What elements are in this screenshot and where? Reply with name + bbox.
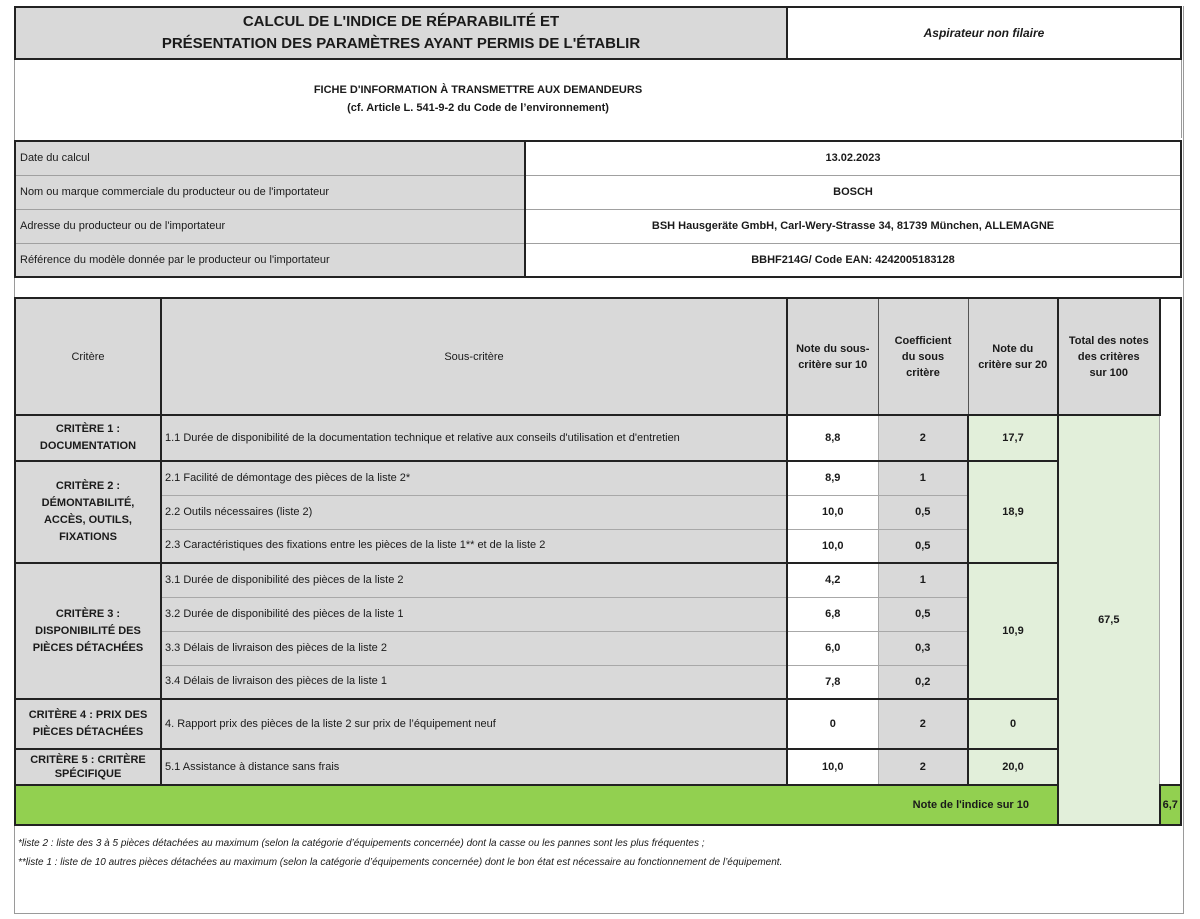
info-row-address [15, 209, 1181, 243]
sub-criterion-note: 6,0 [787, 631, 878, 665]
criterion-text: CRITÈRE 1 : [55, 423, 121, 435]
criterion-5-label [15, 749, 161, 785]
table-header-row [15, 298, 1181, 415]
fiche-line-1: FICHE D'INFORMATION À TRANSMETTRE AUX DEMANDEURS [313, 84, 643, 96]
info-row-date [15, 141, 1181, 175]
document-title [16, 8, 788, 58]
sub-criterion-label: 4. Rapport prix des pièces de la liste 2 sur prix de l’équipement neuf [161, 699, 787, 749]
header-note-critere [968, 298, 1058, 415]
criteria-table [14, 297, 1182, 826]
criterion-4-label [15, 699, 161, 749]
table-row [15, 749, 1181, 785]
sub-criterion-label: 1.1 Durée de disponibilité de la documentation technique et relative aux conseils d'utilisation et d'entretien [161, 415, 787, 461]
fiche-line-2: (cf. Article L. 541-9-2 du Code de l’environnement) [347, 102, 609, 114]
header-text: des critères [1077, 350, 1140, 363]
info-value: BSH Hausgeräte GmbH, Carl-Wery-Strasse 34, 81739 München, ALLEMAGNE [525, 209, 1181, 243]
info-row-reference [15, 243, 1181, 277]
info-row-brand [15, 175, 1181, 209]
sub-criterion-coef: 0,3 [878, 631, 968, 665]
header-text: sur 100 [1089, 366, 1129, 379]
header-text: Note du sous- [796, 342, 870, 355]
info-label: Nom ou marque commerciale du producteur ou de l'importateur [15, 175, 525, 209]
total-score: 67,5 [1058, 415, 1160, 825]
sub-criterion-label: 3.1 Durée de disponibilité des pièces de la liste 2 [161, 563, 787, 597]
sub-criterion-label: 3.2 Durée de disponibilité des pièces de la liste 1 [161, 597, 787, 631]
sub-criterion-note: 8,8 [787, 415, 878, 461]
sub-criterion-note: 4,2 [787, 563, 878, 597]
criterion-2-label [15, 461, 161, 563]
header-critere: Critère [15, 298, 161, 415]
header-text: Total des notes [1068, 334, 1149, 347]
info-value: 13.02.2023 [525, 141, 1181, 175]
sub-criterion-coef: 0,2 [878, 665, 968, 699]
header-text: critère sur 20 [978, 358, 1048, 371]
title-block [14, 6, 1182, 60]
table-row [15, 699, 1181, 749]
product-type: Aspirateur non filaire [923, 26, 1045, 40]
criterion-text: ACCÈS, OUTILS, [43, 514, 132, 526]
title-line-2: PRÉSENTATION DES PARAMÈTRES AYANT PERMIS DE L'ÉTABLIR [161, 35, 641, 52]
sub-criterion-coef: 1 [878, 461, 968, 495]
criterion-2-note: 18,9 [968, 461, 1058, 563]
sub-criterion-coef: 2 [878, 749, 968, 785]
sub-criterion-label: 3.4 Délais de livraison des pièces de la liste 1 [161, 665, 787, 699]
sub-criterion-coef: 0,5 [878, 529, 968, 563]
footnote-liste-1: **liste 1 : liste de 10 autres pièces détachées au maximum (selon la catégorie d’équipements concernée) dont le bon état est nécessaire au fonctionnement de l’équipement. [18, 857, 783, 868]
header-sous-critere: Sous-critère [161, 298, 787, 415]
header-note-sous-critere [787, 298, 878, 415]
criterion-text: DOCUMENTATION [39, 440, 137, 452]
criterion-1-label [15, 415, 161, 461]
criterion-text: CRITÈRE 4 : PRIX DES [28, 709, 148, 721]
criterion-1-note: 17,7 [968, 415, 1058, 461]
sub-criterion-note: 10,0 [787, 749, 878, 785]
sub-criterion-label: 3.3 Délais de livraison des pièces de la liste 2 [161, 631, 787, 665]
info-value: BBHF214G/ Code EAN: 4242005183128 [525, 243, 1181, 277]
info-label: Date du calcul [15, 141, 525, 175]
table-row [15, 563, 1181, 597]
sub-criterion-note: 7,8 [787, 665, 878, 699]
info-table [14, 140, 1182, 278]
sub-criterion-note: 8,9 [787, 461, 878, 495]
table-row [15, 415, 1181, 461]
sub-criterion-label: 2.2 Outils nécessaires (liste 2) [161, 495, 787, 529]
criterion-5-note: 20,0 [968, 749, 1058, 785]
sub-criterion-label: 5.1 Assistance à distance sans frais [161, 749, 787, 785]
criterion-3-note: 10,9 [968, 563, 1058, 699]
header-text: critère [906, 366, 940, 379]
header-coefficient [878, 298, 968, 415]
criterion-text: FIXATIONS [59, 531, 117, 543]
criterion-text: PIÈCES DÉTACHÉES [32, 641, 144, 654]
table-row [15, 461, 1181, 495]
header-total [1058, 298, 1160, 415]
index-value: 6,7 [1160, 785, 1181, 825]
sub-criterion-note: 0 [787, 699, 878, 749]
sub-criterion-note: 10,0 [787, 529, 878, 563]
sub-criterion-note: 6,8 [787, 597, 878, 631]
sub-criterion-coef: 2 [878, 415, 968, 461]
criterion-text: CRITÈRE 2 : [55, 480, 121, 492]
sub-criterion-coef: 0,5 [878, 495, 968, 529]
index-label: Note de l'indice sur 10 [15, 785, 1058, 825]
title-line-1: CALCUL DE L'INDICE DE RÉPARABILITÉ ET [242, 13, 560, 30]
fiche-info [14, 60, 1182, 138]
sub-criterion-coef: 0,5 [878, 597, 968, 631]
info-value: BOSCH [525, 175, 1181, 209]
footnote-liste-2: *liste 2 : liste des 3 à 5 pièces détachées au maximum (selon la catégorie d’équipements concernée) dont la casse ou les pannes sont les plus fréquentes ; [18, 838, 705, 849]
criterion-text: CRITÈRE 5 : CRITÈRE [30, 754, 146, 766]
footnotes [18, 834, 782, 872]
sub-criterion-note: 10,0 [787, 495, 878, 529]
header-text: du sous [901, 350, 945, 363]
criterion-text: DÉMONTABILITÉ, [41, 497, 135, 509]
info-label: Adresse du producteur ou de l'importateur [15, 209, 525, 243]
sub-criterion-label: 2.3 Caractéristiques des fixations entre les pièces de la liste 1** et de la liste 2 [161, 529, 787, 563]
criterion-text: SPÉCIFIQUE [54, 768, 122, 780]
header-text: critère sur 10 [798, 358, 868, 371]
criterion-3-label [15, 563, 161, 699]
header-text: Note du [992, 342, 1034, 355]
criterion-text: DISPONIBILITÉ DES [35, 624, 141, 637]
criterion-4-note: 0 [968, 699, 1058, 749]
header-text: Coefficient [894, 334, 952, 347]
sub-criterion-coef: 2 [878, 699, 968, 749]
criterion-text: CRITÈRE 3 : [55, 607, 121, 620]
index-row [15, 785, 1181, 825]
sub-criterion-label: 2.1 Facilité de démontage des pièces de la liste 2* [161, 461, 787, 495]
sub-criterion-coef: 1 [878, 563, 968, 597]
info-label: Référence du modèle donnée par le producteur ou l'importateur [15, 243, 525, 277]
criterion-text: PIÈCES DÉTACHÉES [32, 726, 144, 738]
